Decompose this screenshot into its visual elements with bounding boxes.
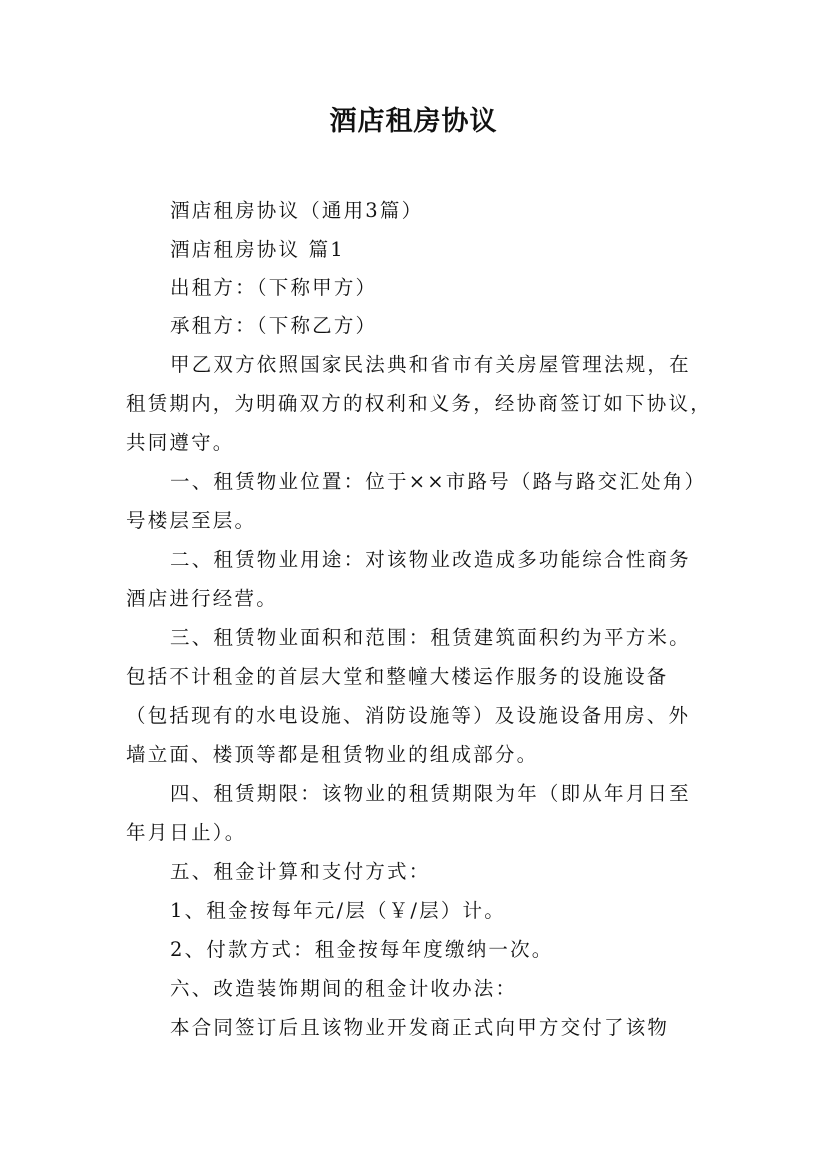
paragraph-line: 六、改造装饰期间的租金计收办法：: [170, 977, 518, 1000]
paragraph-line: 一、租赁物业位置：位于××市路号（路与路交汇处角）: [170, 470, 707, 493]
paragraph-line: 酒店租房协议（通用3篇）: [170, 199, 424, 222]
paragraph-line: 酒店进行经营。: [126, 587, 278, 610]
paragraph-line: 墙立面、楼顶等都是租赁物业的组成部分。: [126, 743, 539, 766]
paragraph-line: 出租方：（下称甲方）: [170, 276, 378, 299]
paragraph-line: 1、租金按每年元/层（￥/层）计。: [170, 899, 506, 922]
paragraph-line: 包括不计租金的首层大堂和整幢大楼运作服务的设施设备: [126, 665, 669, 688]
page-title: 酒店租房协议: [329, 106, 498, 137]
paragraph-line: 2、付款方式：租金按每年度缴纳一次。: [170, 938, 554, 961]
paragraph-line: 租赁期内，为明确双方的权利和义务，经协商签订如下协议，: [126, 392, 712, 415]
paragraph-line: 承租方：（下称乙方）: [170, 314, 378, 337]
paragraph-line: 酒店租房协议 篇1: [170, 238, 345, 261]
paragraph-line: 五、租金计算和支付方式：: [170, 860, 431, 883]
paragraph-line: 本合同签订后且该物业开发商正式向甲方交付了该物: [170, 1016, 670, 1039]
paragraph-line: 甲乙双方依照国家民法典和省市有关房屋管理法规，在: [170, 353, 691, 376]
paragraph-line: 号楼层至层。: [126, 509, 257, 532]
paragraph-line: 二、租赁物业用途：对该物业改造成多功能综合性商务: [170, 548, 691, 571]
paragraph-line: 四、租赁期限：该物业的租赁期限为年（即从年月日至: [170, 782, 691, 805]
paragraph-line: 年月日止）。: [126, 821, 247, 844]
paragraph-line: （包括现有的水电设施、消防设施等）及设施设备用房、外: [126, 704, 691, 727]
paragraph-line: 三、租赁物业面积和范围：租赁建筑面积约为平方米。: [170, 626, 691, 649]
paragraph-line: 共同遵守。: [126, 431, 235, 454]
